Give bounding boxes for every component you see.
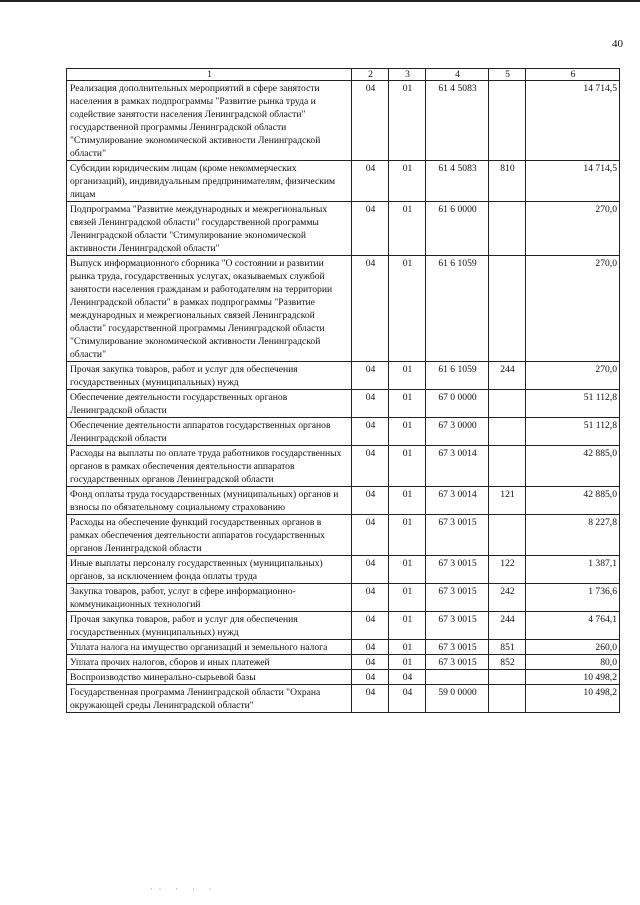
- scan-marks: ·· · · ·: [150, 885, 218, 894]
- expense-type-cell: [489, 685, 526, 713]
- section-code-cell: 04: [352, 612, 389, 640]
- section-code-cell: 04: [352, 161, 389, 202]
- table-row: [67, 418, 620, 446]
- amount-cell: 10 498,2: [526, 670, 620, 685]
- expense-type-cell: [489, 418, 526, 446]
- target-article-cell: 67 3 0014: [426, 487, 489, 515]
- table-row: [67, 655, 620, 670]
- amount-cell: 1 736,6: [526, 584, 620, 612]
- section-code-cell: 04: [352, 640, 389, 655]
- table-row: [67, 446, 620, 487]
- row-name-cell: Воспроизводство минерально-сырьевой базы: [67, 670, 352, 685]
- amount-cell: 4 764,1: [526, 612, 620, 640]
- table-row: [67, 362, 620, 390]
- expense-type-cell: [489, 256, 526, 362]
- target-article-cell: 67 3 0015: [426, 515, 489, 556]
- amount-cell: 14 714,5: [526, 81, 620, 161]
- amount-cell: 80,0: [526, 655, 620, 670]
- table-row: [67, 487, 620, 515]
- table-row: [67, 685, 620, 713]
- table-row: [67, 202, 620, 256]
- subsection-code-cell: 01: [389, 655, 426, 670]
- section-code-cell: 04: [352, 556, 389, 584]
- target-article-cell: 67 3 0015: [426, 640, 489, 655]
- subsection-code-cell: 01: [389, 446, 426, 487]
- target-article-cell: 61 4 5083: [426, 161, 489, 202]
- expense-type-cell: 121: [489, 487, 526, 515]
- amount-cell: 51 112,8: [526, 390, 620, 418]
- amount-cell: 10 498,2: [526, 685, 620, 713]
- row-name-cell: Уплата налога на имущество организаций и земельного налога: [67, 640, 352, 655]
- section-code-cell: 04: [352, 446, 389, 487]
- expense-type-cell: [489, 202, 526, 256]
- row-name-cell: Иные выплаты персоналу государственных (муниципальных) органов, за исключением фонда оплаты труда: [67, 556, 352, 584]
- row-name-cell: Выпуск информационного сборника "О состоянии и развитии рынка труда, государственных услугах, оказываемых службой занятости населения гражданам и работодателям на территории Ленинградской области" в рамках подпрограммы "Развитие международных и межрегиональных связей Ленинградской области" государственной программы Ленинградской области "Стимулирование экономической активности Ленинградской области": [67, 256, 352, 362]
- target-article-cell: 67 3 0000: [426, 418, 489, 446]
- amount-cell: 42 885,0: [526, 487, 620, 515]
- expense-type-cell: 852: [489, 655, 526, 670]
- target-article-cell: 67 3 0015: [426, 584, 489, 612]
- expense-type-cell: 242: [489, 584, 526, 612]
- expense-type-cell: 810: [489, 161, 526, 202]
- target-article-cell: 67 0 0000: [426, 390, 489, 418]
- table-row: [67, 81, 620, 161]
- subsection-code-cell: 01: [389, 584, 426, 612]
- row-name-cell: Прочая закупка товаров, работ и услуг для обеспечения государственных (муниципальных) нужд: [67, 362, 352, 390]
- section-code-cell: 04: [352, 487, 389, 515]
- amount-cell: 270,0: [526, 202, 620, 256]
- row-name-cell: Подпрограмма "Развитие международных и межрегиональных связей Ленинградской области" государственной программы Ленинградской области "Стимулирование экономической активности Ленинградской области": [67, 202, 352, 256]
- target-article-cell: 59 0 0000: [426, 685, 489, 713]
- target-article-cell: 61 6 0000: [426, 202, 489, 256]
- page-number: 40: [612, 38, 623, 50]
- amount-cell: 260,0: [526, 640, 620, 655]
- subsection-code-cell: 01: [389, 390, 426, 418]
- subsection-code-cell: 01: [389, 81, 426, 161]
- row-name-cell: Прочая закупка товаров, работ и услуг для обеспечения государственных (муниципальных) нужд: [67, 612, 352, 640]
- column-header: 5: [489, 69, 526, 81]
- section-code-cell: 04: [352, 81, 389, 161]
- table-row: [67, 612, 620, 640]
- amount-cell: 1 387,1: [526, 556, 620, 584]
- amount-cell: 42 885,0: [526, 446, 620, 487]
- subsection-code-cell: 01: [389, 487, 426, 515]
- amount-cell: 51 112,8: [526, 418, 620, 446]
- subsection-code-cell: 01: [389, 418, 426, 446]
- section-code-cell: 04: [352, 418, 389, 446]
- expense-type-cell: [489, 390, 526, 418]
- table-row: [67, 161, 620, 202]
- column-header: 4: [426, 69, 489, 81]
- expense-type-cell: [489, 446, 526, 487]
- page-top-border: [0, 0, 640, 2]
- subsection-code-cell: 01: [389, 202, 426, 256]
- section-code-cell: 04: [352, 256, 389, 362]
- row-name-cell: Расходы на обеспечение функций государственных органов в рамках обеспечения деятельности аппаратов государственных органов Ленинградской области: [67, 515, 352, 556]
- row-name-cell: Обеспечение деятельности государственных органов Ленинградской области: [67, 390, 352, 418]
- subsection-code-cell: 01: [389, 556, 426, 584]
- amount-cell: 270,0: [526, 256, 620, 362]
- table-row: [67, 640, 620, 655]
- column-header: 6: [526, 69, 620, 81]
- amount-cell: 8 227,8: [526, 515, 620, 556]
- table-row: [67, 390, 620, 418]
- subsection-code-cell: 04: [389, 670, 426, 685]
- target-article-cell: 61 6 1059: [426, 256, 489, 362]
- target-article-cell: [426, 670, 489, 685]
- subsection-code-cell: 01: [389, 515, 426, 556]
- section-code-cell: 04: [352, 584, 389, 612]
- row-name-cell: Фонд оплаты труда государственных (муниципальных) органов и взносы по обязательному социальному страхованию: [67, 487, 352, 515]
- row-name-cell: Уплата прочих налогов, сборов и иных платежей: [67, 655, 352, 670]
- section-code-cell: 04: [352, 670, 389, 685]
- table-header-row: [67, 69, 620, 81]
- table-row: [67, 556, 620, 584]
- subsection-code-cell: 01: [389, 256, 426, 362]
- expense-type-cell: 122: [489, 556, 526, 584]
- table-row: [67, 256, 620, 362]
- target-article-cell: 61 6 1059: [426, 362, 489, 390]
- column-header: 1: [67, 69, 352, 81]
- row-name-cell: Расходы на выплаты по оплате труда работников государственных органов в рамках обеспечения деятельности аппаратов государственных органов Ленинградской области: [67, 446, 352, 487]
- target-article-cell: 67 3 0015: [426, 655, 489, 670]
- section-code-cell: 04: [352, 390, 389, 418]
- row-name-cell: Закупка товаров, работ, услуг в сфере информационно-коммуникационных технологий: [67, 584, 352, 612]
- row-name-cell: Реализация дополнительных мероприятий в сфере занятости населения в рамках подпрограммы "Развитие рынка труда и содействие занятости населения Ленинградской области" государственной программы Ленинградской области "Стимулирование экономической активности Ленинградской области": [67, 81, 352, 161]
- subsection-code-cell: 04: [389, 685, 426, 713]
- row-name-cell: Государственная программа Ленинградской области "Охрана окружающей среды Ленинградской области": [67, 685, 352, 713]
- section-code-cell: 04: [352, 362, 389, 390]
- target-article-cell: 61 4 5083: [426, 81, 489, 161]
- amount-cell: 270,0: [526, 362, 620, 390]
- target-article-cell: 67 3 0015: [426, 556, 489, 584]
- subsection-code-cell: 01: [389, 640, 426, 655]
- target-article-cell: 67 3 0015: [426, 612, 489, 640]
- column-header: 3: [389, 69, 426, 81]
- section-code-cell: 04: [352, 655, 389, 670]
- table-row: [67, 515, 620, 556]
- section-code-cell: 04: [352, 685, 389, 713]
- row-name-cell: Обеспечение деятельности аппаратов государственных органов Ленинградской области: [67, 418, 352, 446]
- section-code-cell: 04: [352, 202, 389, 256]
- subsection-code-cell: 01: [389, 612, 426, 640]
- amount-cell: 14 714,5: [526, 161, 620, 202]
- budget-table: [66, 68, 620, 713]
- target-article-cell: 67 3 0014: [426, 446, 489, 487]
- column-header: 2: [352, 69, 389, 81]
- table-row: [67, 584, 620, 612]
- subsection-code-cell: 01: [389, 161, 426, 202]
- expense-type-cell: [489, 670, 526, 685]
- table-row: [67, 670, 620, 685]
- section-code-cell: 04: [352, 515, 389, 556]
- expense-type-cell: [489, 515, 526, 556]
- expense-type-cell: 851: [489, 640, 526, 655]
- expense-type-cell: 244: [489, 612, 526, 640]
- expense-type-cell: [489, 81, 526, 161]
- row-name-cell: Субсидии юридическим лицам (кроме некоммерческих организаций), индивидуальным предпринимателям, физическим лицам: [67, 161, 352, 202]
- subsection-code-cell: 01: [389, 362, 426, 390]
- expense-type-cell: 244: [489, 362, 526, 390]
